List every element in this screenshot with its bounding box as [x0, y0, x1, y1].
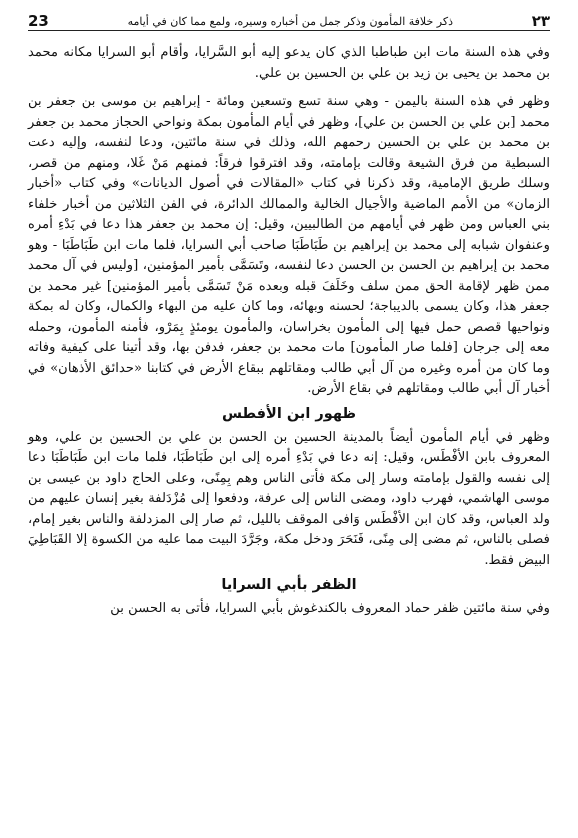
- page-number-arabic: ٢٣: [531, 12, 550, 30]
- paragraph: وفي سنة مائتين ظفر حماد المعروف بالكندغوش بأبي السرايا، فأتى به الحسن بن: [110, 601, 550, 616]
- page-number-latin: 23: [28, 12, 49, 30]
- section-heading: ظهور ابن الأفطس: [221, 405, 357, 422]
- section-heading: الظفر بأبي السرايا: [221, 577, 357, 593]
- running-title: ذكر خلافة المأمون وذكر جمل من أخباره وسيره، ولمع مما كان في أيامه: [127, 15, 453, 28]
- paragraph: وظهر في هذه السنة باليمن - وهي سنة تسع وتسعين ومائة - إبراهيم بن موسى بن جعفر بن محمد [بن علي بن الحسن بن علي]، وظهر في أيام المأمون بمكة ونواحي الحجاز محمد بن جعفر بن محمد بن علي بن الحسين رحمهم الله، وذلك في سنة مائتين، ودعا لنفسه، وإليه دعت السبطية من فرق الشيعة وقالت بإمامته، وقد افترقوا فرقاً: فمنهم مَنْ غَلا، ومنهم من قصر، وسلك طريق الإمامية، وقد ذكرنا في كتاب «المقالات في أصول الديانات» وفي كتاب «أخبار الزمان» من الأمم الماضية والأجيال الخالية والممالك الدائرة، في الفن الثلاثين من أخبار خلفاء بني العباس ومن ظهر في أيامهم من الطالبيين، وقيل: إن محمد بن جعفر هذا دعا في بَدْءِ أمره وعنفوان شبابه إلى محمد بن إبراهيم بن طَبَاطَبَا صاحب أبي السرايا، فلما مات ابن طَبَاطَبَا - وهو محمد بن إبراهيم بن الحسن بن الحسن دعا لنفسه، وتَسَمَّى بأمير المؤمنين، [وليس في آل محمد ممن ظهر لإقامة الحق ممن سلف وخَلَفَ قبله وبعده مَنْ تَسَمَّى بأمير المؤمنين] غير محمد بن جعفر هذا، وكان يسمى بالديباجة؛ لحسنه وبهائه، وما كان عليه من البهاء والكمال، وكان له بمكة ونواحيها قصص حمل فيها إلى المأمون بخراسان، والمأمون يومئذٍ بِمَرْو، فأمنه المأمون، وحمله معه إلى جرجان [فلما صار المأمون] مات محمد بن جعفر، فدفن بها، وقد أتينا على كيفية وفاته وما كان من أمره وغيره من آل أبي طالب ومقاتلهم ببقاع الأرض في كتابنا «حدائق الأذهان» في أخبار آل أبي طالب ومقاتلهم في بقاع الأرض.: [28, 94, 550, 396]
- paragraph: وظهر في أيام المأمون أيضاً بالمدينة الحسين بن الحسن بن علي بن الحسين بن علي، وهو المعروف بابن الأفْطَس، وقيل: إنه دعا في بَدْءِ أمره إلى ابن طَبَاطَبَا، فلما مات ابن طَبَاطَبَا دعا إلى نفسه والقول بإمامته وسار إلى مكة فأتى الناس وهم بِمِنًى، وعلى الحاج داود بن عيسى بن موسى الهاشمي، فهرب داود، ومضى الناس إلى عرفة، ودفعوا إلى مُزْدَلفة بغير إنسان عليهم من ولد العباس، وقد كان ابن الأفْطَس وَافى الموقف بالليل، ثم صار إلى المزدلفة والناس بغير إمام، فصلى بالناس، ثم مضى إلى مِنًى، فَنَحَرَ ودخل مكة، وجَرَّدَ البيت مما عليه من الكسوة إلا القَبَاطِيَ البيض فقط.: [28, 429, 550, 568]
- paragraph: وفي هذه السنة مات ابن طباطبا الذي كان يدعو إليه أبو السَّرايا، وأقام أبو السرايا مكانه محمد بن محمد بن يحيى بن زيد بن علي بن الحسين بن علي.: [28, 45, 550, 81]
- body-text: [28, 43, 550, 620]
- page-header: [28, 8, 550, 31]
